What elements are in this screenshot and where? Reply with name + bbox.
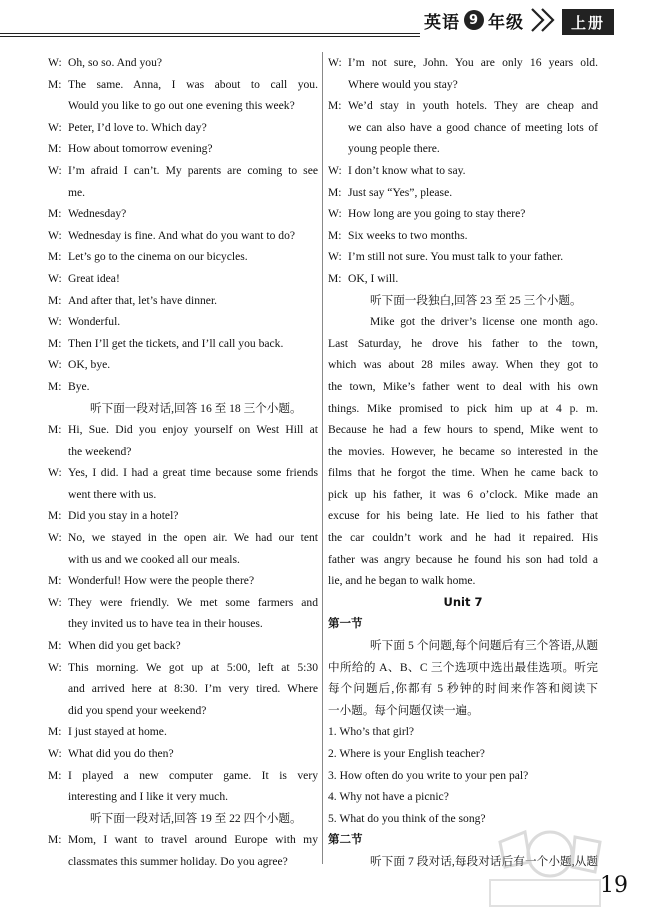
line-text: I don’t know what to say. <box>348 163 466 177</box>
text-line <box>48 246 318 268</box>
text-line <box>48 743 318 765</box>
subject-name: 英语 <box>424 12 460 33</box>
line-text: 听下面一段独白,回答 23 至 25 三个小题。 <box>370 293 582 307</box>
speaker-label <box>48 484 68 506</box>
speaker-label <box>48 182 68 204</box>
text-line <box>48 441 318 463</box>
speaker-label <box>48 808 68 830</box>
text-line <box>48 613 318 635</box>
text-line <box>328 268 598 290</box>
text-line <box>328 635 598 657</box>
speaker-label <box>328 290 348 312</box>
text-line <box>48 570 318 592</box>
speaker-label <box>48 700 68 722</box>
line-text: me. <box>68 185 86 199</box>
text-line <box>48 527 318 549</box>
speaker-label: M: <box>48 423 62 437</box>
line-text: Where would you stay? <box>348 77 458 91</box>
line-text: 听下面 7 段对话,每段对话后有一个小题,从题 <box>370 854 598 868</box>
line-text: Bye. <box>68 379 90 393</box>
speaker-label: W: <box>48 531 62 545</box>
text-line <box>48 635 318 657</box>
speaker-label: M: <box>328 228 342 242</box>
text-line <box>328 484 598 506</box>
speaker-label: M: <box>48 336 62 350</box>
text-line <box>48 721 318 743</box>
line-text: interesting and I like it very much. <box>68 790 229 804</box>
speaker-label <box>328 851 348 873</box>
line-text: Then I’ll get the tickets, and I’ll call you back. <box>68 336 284 350</box>
text-line <box>48 398 318 420</box>
line-text: young people there. <box>348 142 440 156</box>
left-column <box>48 52 318 873</box>
line-text: Wonderful. <box>68 315 121 329</box>
line-text: Mike got the driver’s license one month ago. <box>370 315 598 329</box>
text-line <box>328 311 598 333</box>
text-line <box>328 570 598 592</box>
text-line <box>48 592 318 614</box>
speaker-label: M: <box>48 574 62 588</box>
text-line <box>328 419 598 441</box>
speaker-label <box>48 95 68 117</box>
line-text: the car couldn’t work and he had it repaired. His <box>328 531 598 545</box>
speaker-label: W: <box>48 228 62 242</box>
text-line <box>48 549 318 571</box>
text-line <box>48 182 318 204</box>
speaker-label: M: <box>48 207 62 221</box>
text-line <box>48 225 318 247</box>
subject-grade-label <box>424 6 524 34</box>
text-line <box>328 246 598 268</box>
text-line <box>48 700 318 722</box>
speaker-label: M: <box>48 379 62 393</box>
text-line <box>48 268 318 290</box>
line-text: Because he had a few hours to spend, Mike went to <box>328 423 598 437</box>
speaker-label <box>328 311 348 333</box>
line-text: I’m still not sure. You must talk to your father. <box>348 250 564 264</box>
line-text: I just stayed at home. <box>68 725 167 739</box>
text-line <box>328 441 598 463</box>
speaker-label: W: <box>328 250 342 264</box>
speaker-label: M: <box>48 833 62 847</box>
line-text: classmates this summer holiday. Do you agree? <box>68 854 288 868</box>
speaker-label: W: <box>48 358 62 372</box>
speaker-label: M: <box>48 250 62 264</box>
text-line <box>328 138 598 160</box>
text-line <box>48 808 318 830</box>
text-line <box>328 203 598 225</box>
speaker-label <box>48 678 68 700</box>
speaker-label: W: <box>48 56 62 69</box>
text-line <box>48 52 318 74</box>
text-line <box>48 829 318 851</box>
text-line <box>328 765 598 787</box>
speaker-label: W: <box>328 56 342 69</box>
text-line <box>328 74 598 96</box>
volume-badge: 上册 <box>562 9 614 35</box>
text-line <box>328 592 598 614</box>
speaker-label: W: <box>48 163 62 177</box>
speaker-label: M: <box>48 509 62 523</box>
text-line <box>48 786 318 808</box>
text-line <box>48 419 318 441</box>
line-text: And after that, let’s have dinner. <box>68 293 218 307</box>
speaker-label <box>48 398 68 420</box>
speaker-label <box>48 613 68 635</box>
line-text: I played a new computer game. It is very <box>68 768 318 782</box>
text-line <box>328 160 598 182</box>
line-text: I’m not sure, John. You are only 16 years old. <box>348 56 598 69</box>
text-line <box>328 527 598 549</box>
text-line <box>328 657 598 679</box>
line-text: 一小题。每个问题仅读一遍。 <box>328 703 479 717</box>
speaker-label: W: <box>48 120 62 134</box>
speaker-label: W: <box>48 747 62 760</box>
line-text: 每个问题后,你都有 5 秒钟的时间来作答和阅读下 <box>328 682 598 696</box>
text-line <box>328 95 598 117</box>
line-text: Did you stay in a hotel? <box>68 509 179 523</box>
line-text: Wednesday is fine. And what do you want to do? <box>68 228 296 242</box>
speaker-label: M: <box>328 271 342 285</box>
line-text: 5. What do you think of the song? <box>328 811 486 825</box>
grade-number-badge: 9 <box>464 10 484 30</box>
line-text: Last Saturday, he drove his father to the town, <box>328 336 598 350</box>
text-line <box>48 851 318 873</box>
line-text: father was angry because he found his son had told a <box>328 552 598 566</box>
speaker-label <box>328 138 348 160</box>
line-text: with us and we cooked all our meals. <box>68 552 240 566</box>
line-text: pick up his father, it was 6 o’clock. Mike made an <box>328 487 598 501</box>
line-text: 听下面一段对话,回答 16 至 18 三个小题。 <box>90 401 302 415</box>
line-text: What did you do then? <box>68 747 174 760</box>
text-line <box>328 678 598 700</box>
speaker-label: M: <box>48 293 62 307</box>
line-text: the weekend? <box>68 444 132 458</box>
line-text: Oh, so so. And you? <box>68 56 163 69</box>
text-line <box>48 376 318 398</box>
text-line <box>328 462 598 484</box>
text-line <box>328 52 598 74</box>
text-line <box>48 354 318 376</box>
text-line <box>48 138 318 160</box>
grade-suffix: 年级 <box>488 12 524 33</box>
text-line <box>328 354 598 376</box>
line-text: How long are you going to stay there? <box>348 207 526 221</box>
line-text: went there with us. <box>68 487 157 501</box>
text-line <box>48 160 318 182</box>
speaker-label <box>48 441 68 463</box>
text-line <box>48 765 318 787</box>
line-text: the town, Mike’s father went to deal with his own <box>328 379 598 393</box>
line-text: We’d stay in youth hotels. They are cheap and <box>348 99 598 113</box>
text-line <box>48 117 318 139</box>
speaker-label <box>328 117 348 139</box>
text-line <box>328 376 598 398</box>
line-text: How about tomorrow evening? <box>68 142 213 156</box>
line-text: Wednesday? <box>68 207 127 221</box>
line-text: OK, bye. <box>68 358 111 372</box>
speaker-label: W: <box>328 163 342 177</box>
text-line <box>48 505 318 527</box>
text-line <box>48 74 318 96</box>
column-divider <box>322 52 323 864</box>
speaker-label: M: <box>48 725 62 739</box>
section-title: Unit 7 <box>443 594 483 609</box>
speaker-label: M: <box>328 185 342 199</box>
double-chevron-icon <box>530 3 560 37</box>
header-rule <box>0 33 420 34</box>
line-text: 3. How often do you write to your pen pal? <box>328 768 529 782</box>
text-line <box>328 117 598 139</box>
speaker-label: M: <box>48 142 62 156</box>
text-line <box>328 182 598 204</box>
line-text: Six weeks to two months. <box>348 228 468 242</box>
speaker-label: W: <box>48 315 62 329</box>
text-line <box>328 613 598 635</box>
text-line <box>328 225 598 247</box>
speaker-label <box>48 851 68 873</box>
line-text: 听下面一段对话,回答 19 至 22 四个小题。 <box>90 811 302 825</box>
speaker-label: W: <box>48 271 62 285</box>
line-text: lie, and he began to walk home. <box>328 574 476 588</box>
line-text: things. Mike promised to pick him up at 4 p. m. <box>328 401 598 415</box>
line-text: I’m afraid I can’t. My parents are coming to see <box>68 163 318 177</box>
line-text: Wonderful! How were the people there? <box>68 574 255 588</box>
page-header <box>0 0 647 40</box>
line-text: When did you get back? <box>68 639 181 653</box>
speaker-label: W: <box>48 466 62 480</box>
line-text: OK, I will. <box>348 271 399 285</box>
speaker-label: M: <box>48 768 62 782</box>
text-line <box>48 462 318 484</box>
line-text: They were friendly. We met some farmers and <box>68 595 318 609</box>
text-line <box>48 203 318 225</box>
right-column <box>328 52 598 873</box>
text-line <box>328 721 598 743</box>
line-text: excuse for his being late. He lied to his father that <box>328 509 598 523</box>
page-number: 19 <box>600 873 628 898</box>
line-text: 听下面 5 个问题,每个问题后有三个答语,从题 <box>370 639 598 653</box>
section-heading: 第二节 <box>328 832 363 847</box>
text-line <box>48 95 318 117</box>
line-text: and arrived here at 8:30. I’m very tired. Where <box>68 682 318 696</box>
line-text: Mom, I want to travel around Europe with my <box>68 833 318 847</box>
text-line <box>48 484 318 506</box>
line-text: 1. Who’s that girl? <box>328 725 415 739</box>
line-text: they invited us to have tea in their houses. <box>68 617 263 631</box>
text-line <box>328 549 598 571</box>
line-text: This morning. We got up at 5:00, left at 5:30 <box>68 660 318 674</box>
speaker-label <box>48 786 68 808</box>
line-text: The same. Anna, I was about to call you. <box>68 77 318 91</box>
text-line <box>48 678 318 700</box>
speaker-label <box>328 635 348 657</box>
speaker-label: W: <box>328 207 342 221</box>
speaker-label <box>48 549 68 571</box>
text-line <box>48 311 318 333</box>
line-text: No, we stayed in the open air. We had our tent <box>68 531 318 545</box>
text-line <box>328 786 598 808</box>
watermark-stamp <box>480 822 610 912</box>
line-text: did you spend your weekend? <box>68 703 207 717</box>
text-line <box>48 657 318 679</box>
text-line <box>48 333 318 355</box>
line-text: Yes, I did. I had a great time because some friends <box>68 466 318 480</box>
line-text: Just say “Yes”, please. <box>348 185 453 199</box>
speaker-label: M: <box>48 639 62 653</box>
text-line <box>328 505 598 527</box>
text-line <box>328 290 598 312</box>
line-text: Would you like to go out one evening this week? <box>68 99 295 113</box>
text-line <box>48 290 318 312</box>
line-text: which was about 28 miles away. When they got to <box>328 358 598 372</box>
text-line <box>328 398 598 420</box>
line-text: Hi, Sue. Did you enjoy yourself on West Hill at <box>68 423 318 437</box>
line-text: 4. Why not have a picnic? <box>328 790 449 804</box>
line-text: the movies. However, he became so interested in the <box>328 444 598 458</box>
line-text: Great idea! <box>68 271 120 285</box>
speaker-label: M: <box>48 77 62 91</box>
line-text: films that he forgot the time. When he came back to <box>328 466 598 480</box>
speaker-label <box>328 74 348 96</box>
text-line <box>328 743 598 765</box>
line-text: Peter, I’d love to. Which day? <box>68 120 207 134</box>
line-text: 中所给的 A、B、C 三个选项中选出最佳选项。听完 <box>328 660 598 674</box>
line-text: Let’s go to the cinema on our bicycles. <box>68 250 248 264</box>
text-line <box>328 333 598 355</box>
line-text: 2. Where is your English teacher? <box>328 747 485 760</box>
line-text: we can also have a good chance of meeting lots of <box>348 120 598 134</box>
speaker-label: W: <box>48 595 62 609</box>
header-rule-secondary <box>0 36 420 37</box>
speaker-label: W: <box>48 660 62 674</box>
speaker-label: M: <box>328 99 342 113</box>
text-line <box>328 700 598 722</box>
section-heading: 第一节 <box>328 616 363 631</box>
